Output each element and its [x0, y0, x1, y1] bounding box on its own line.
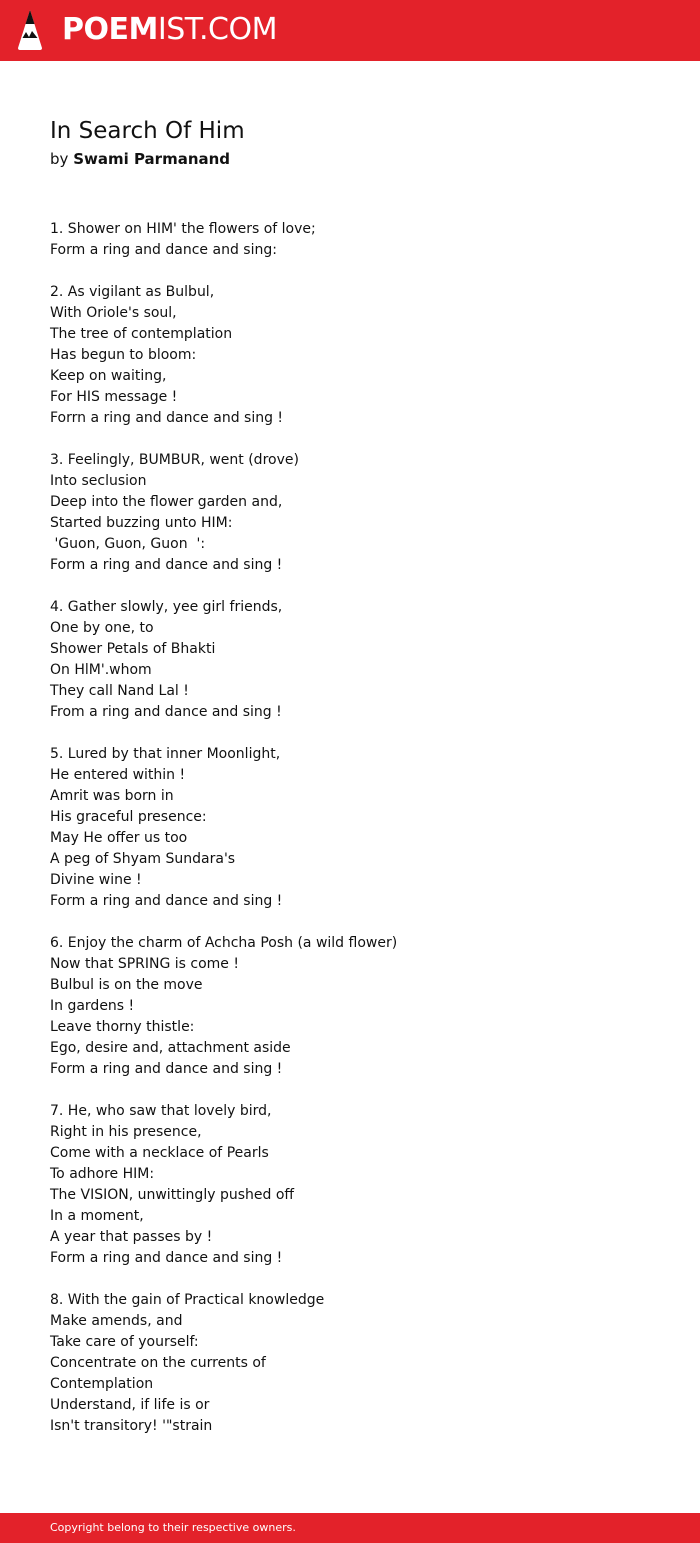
site-logo[interactable] [62, 12, 277, 48]
poem-line: He entered within ! [50, 767, 186, 783]
poem-line: For HIS message ! [50, 389, 178, 405]
poem-stanza [50, 933, 670, 1080]
poem-line: With Oriole's soul, [50, 305, 177, 321]
poem-line: Form a ring and dance and sing ! [50, 1061, 283, 1077]
poem-line: The VISION, unwittingly pushed off [50, 1187, 295, 1203]
poem-line: Divine wine ! [50, 872, 142, 888]
pencil-mountain-icon[interactable] [17, 9, 43, 51]
poem-line: Concentrate on the currents of [50, 1355, 266, 1371]
poem-line: 1. Shower on HIM' the flowers of love; [50, 221, 316, 237]
poem-line: Leave thorny thistle: [50, 1019, 195, 1035]
poem-line: Has begun to bloom: [50, 347, 197, 363]
poem-line: Amrit was born in [50, 788, 174, 804]
poem-stanza [50, 744, 670, 912]
poem-line: Isn't transitory! '"strain [50, 1418, 213, 1434]
poem-line: Keep on waiting, [50, 368, 167, 384]
poem-line: 7. He, who saw that lovely bird, [50, 1103, 272, 1119]
poem-line: 2. As vigilant as Bulbul, [50, 284, 215, 300]
poem-line: In a moment, [50, 1208, 144, 1224]
poem-line: From a ring and dance and sing ! [50, 704, 282, 720]
poem-stanza [50, 450, 670, 576]
site-footer [0, 1513, 700, 1543]
poem-line: Into seclusion [50, 473, 147, 489]
poem-line: Started buzzing unto HIM: [50, 515, 233, 531]
poem-line: Form a ring and dance and sing: [50, 242, 277, 258]
poem-stanza [50, 1290, 670, 1437]
poem-line: 3. Feelingly, BUMBUR, went (drove) [50, 452, 299, 468]
poem-line: Shower Petals of Bhakti [50, 641, 216, 657]
poem-line: Forrn a ring and dance and sing ! [50, 410, 284, 426]
copyright-text: Copyright belong to their respective owners. [50, 1521, 296, 1534]
poem-body [50, 219, 670, 1458]
poem-line: They call Nand Lal ! [50, 683, 189, 699]
poem-line: Make amends, and [50, 1313, 183, 1329]
poem-line: Now that SPRING is come ! [50, 956, 239, 972]
logo-bold-text: POEM [62, 12, 158, 47]
poem-line: A year that passes by ! [50, 1229, 213, 1245]
poem-line: The tree of contemplation [50, 326, 233, 342]
poem-line: 'Guon, Guon, Guon ': [50, 536, 206, 552]
poem-title: In Search Of Him [50, 118, 245, 144]
poem-stanza [50, 1101, 670, 1269]
poem-line: Understand, if life is or [50, 1397, 210, 1413]
poem-stanza [50, 219, 670, 261]
poem-line: On HlM'.whom [50, 662, 152, 678]
poem-line: Bulbul is on the move [50, 977, 203, 993]
poem-line: Deep into the flower garden and, [50, 494, 283, 510]
poem-line: 5. Lured by that inner Moonlight, [50, 746, 281, 762]
poem-line: To adhore HIM: [50, 1166, 155, 1182]
by-label: by [50, 150, 69, 168]
poem-line: May He offer us too [50, 830, 188, 846]
poem-stanza [50, 597, 670, 723]
poem-line: Take care of yourself: [50, 1334, 199, 1350]
poem-line: Contemplation [50, 1376, 154, 1392]
poem-line: His graceful presence: [50, 809, 207, 825]
byline [50, 149, 230, 169]
author-name: Swami Parmanand [73, 150, 231, 168]
poem-line: 6. Enjoy the charm of Achcha Posh (a wild flower) [50, 935, 398, 951]
logo-light-text: IST.COM [157, 12, 277, 47]
poem-line: 4. Gather slowly, yee girl friends, [50, 599, 283, 615]
poem-line: 8. With the gain of Practical knowledge [50, 1292, 325, 1308]
poem-line: Form a ring and dance and sing ! [50, 893, 283, 909]
poem-line: Come with a necklace of Pearls [50, 1145, 269, 1161]
poem-line: Form a ring and dance and sing ! [50, 1250, 283, 1266]
poem-line: A peg of Shyam Sundara's [50, 851, 236, 867]
site-header [0, 0, 700, 61]
poem-line: In gardens ! [50, 998, 135, 1014]
poem-line: Ego, desire and, attachment aside [50, 1040, 291, 1056]
poem-line: Right in his presence, [50, 1124, 202, 1140]
poem-stanza [50, 282, 670, 429]
poem-line: Form a ring and dance and sing ! [50, 557, 283, 573]
poem-line: One by one, to [50, 620, 154, 636]
